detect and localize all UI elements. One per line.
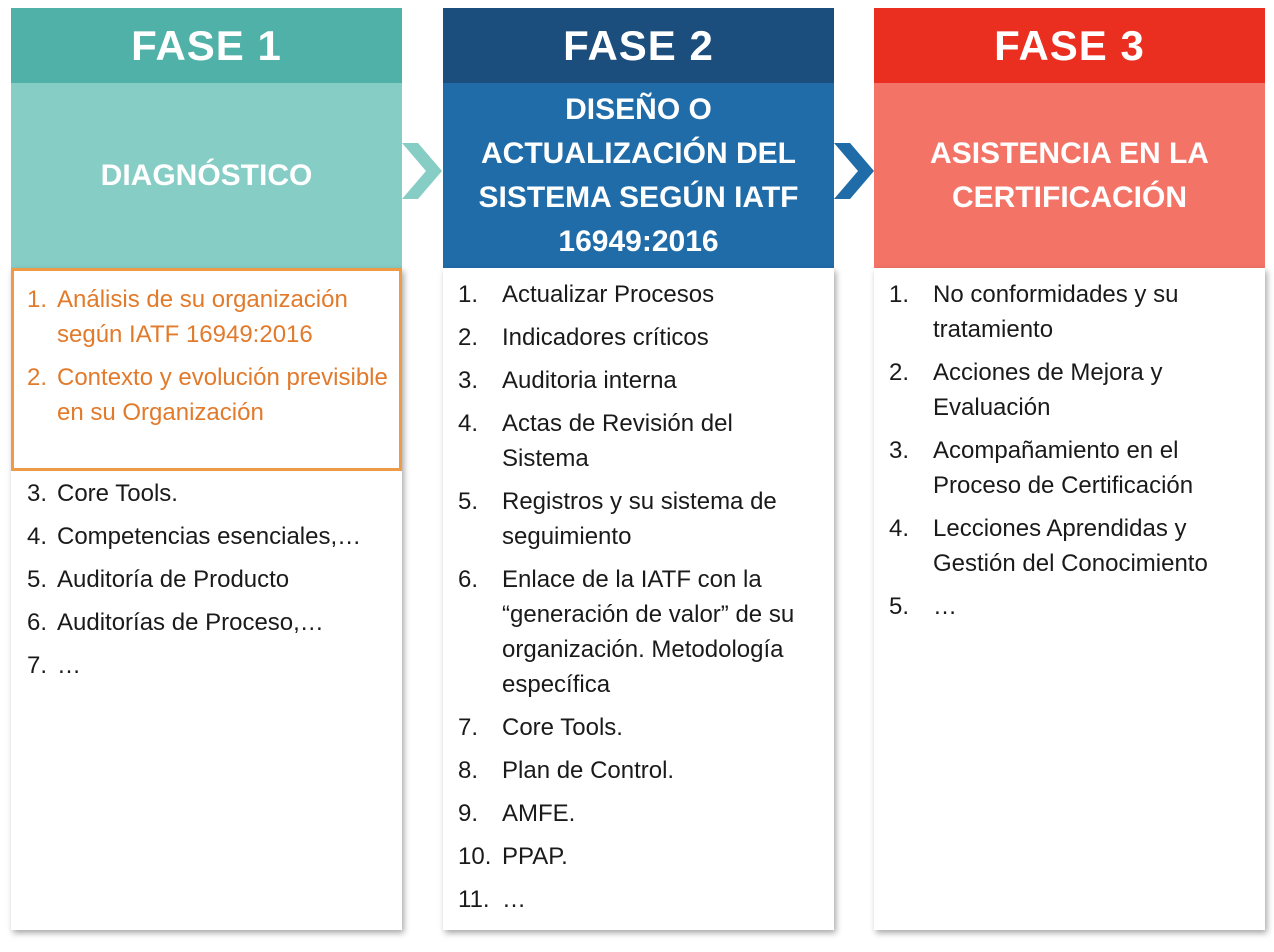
item-number: 3.	[889, 437, 910, 464]
item-text: Auditoría de Producto	[57, 566, 290, 593]
item-text: Registros y su sistema de seguimiento	[502, 488, 777, 550]
item-number: 5.	[889, 593, 910, 620]
item-text: Acciones de Mejora y Evaluación	[933, 359, 1163, 421]
item-number: 1.	[889, 281, 910, 308]
list-item	[27, 605, 392, 640]
list-item	[889, 589, 1251, 624]
list-item	[458, 882, 820, 917]
item-text: AMFE.	[502, 800, 576, 827]
list-item	[889, 277, 1251, 347]
item-text: Core Tools.	[502, 714, 623, 741]
chevron-right-icon	[834, 143, 874, 199]
item-number: 7.	[458, 714, 479, 741]
item-number: 2.	[458, 324, 479, 351]
chevron-right-icon	[402, 143, 442, 199]
phase-1-column	[11, 8, 402, 930]
item-text: Análisis de su organización según IATF 16949:2016	[57, 286, 348, 348]
arrow-1-shape	[402, 143, 442, 199]
item-number: 7.	[27, 652, 48, 679]
item-text: Core Tools.	[57, 480, 178, 507]
phase-2-title: FASE 2	[443, 8, 834, 83]
phase-3-column	[874, 8, 1265, 930]
phase-1-title: FASE 1	[11, 8, 402, 83]
list-item	[458, 277, 820, 312]
list-item	[27, 476, 392, 511]
item-number: 4.	[458, 410, 479, 437]
phase-3-title: FASE 3	[874, 8, 1265, 83]
item-text: Plan de Control.	[502, 757, 675, 784]
item-number: 8.	[458, 757, 479, 784]
list-item	[458, 320, 820, 355]
item-number: 1.	[27, 286, 48, 313]
item-number: 9.	[458, 800, 479, 827]
list-item	[27, 519, 392, 554]
item-number: 3.	[458, 367, 479, 394]
arrow-2-shape	[834, 143, 874, 199]
item-number: 4.	[27, 523, 48, 550]
item-text: Contexto y evolución previsible en su Organización	[57, 364, 388, 426]
phase-3-list-panel	[874, 268, 1265, 930]
phase-2-subtitle: DISEÑO O ACTUALIZACIÓN DEL SISTEMA SEGÚN IATF 16949:2016	[443, 83, 834, 268]
list-item	[458, 363, 820, 398]
item-text: PPAP.	[502, 843, 568, 870]
item-text: Indicadores críticos	[502, 324, 709, 351]
phase-1-list-panel	[11, 268, 402, 930]
item-text: Competencias esenciales,…	[57, 523, 362, 550]
list-item	[889, 355, 1251, 425]
list-item	[458, 406, 820, 476]
list-item	[458, 839, 820, 874]
item-number: 11.	[458, 886, 490, 913]
list-item	[458, 753, 820, 788]
item-text: Actualizar Procesos	[502, 281, 715, 308]
item-text: Auditorías de Proceso,…	[57, 609, 324, 636]
item-text: …	[502, 886, 526, 913]
phase-1-subtitle: DIAGNÓSTICO	[11, 83, 402, 268]
list-item	[27, 648, 392, 683]
list-item	[27, 562, 392, 597]
item-number: 6.	[458, 566, 479, 593]
list-item	[458, 796, 820, 831]
item-number: 4.	[889, 515, 910, 542]
item-number: 10.	[458, 843, 492, 870]
list-item	[889, 511, 1251, 581]
item-number: 5.	[458, 488, 479, 515]
item-text: Lecciones Aprendidas y Gestión del Conocimiento	[933, 515, 1208, 577]
item-text: Actas de Revisión del Sistema	[502, 410, 733, 472]
list-item	[27, 360, 393, 430]
item-number: 1.	[458, 281, 479, 308]
item-text: Acompañamiento en el Proceso de Certificación	[933, 437, 1194, 499]
phase-1-highlight-box	[11, 268, 402, 471]
list-item	[458, 710, 820, 745]
item-text: …	[933, 593, 957, 620]
phase-2-list-panel	[443, 268, 834, 930]
item-text: Enlace de la IATF con la “generación de valor” de su organización. Metodología específica	[502, 566, 795, 698]
item-number: 6.	[27, 609, 48, 636]
item-number: 3.	[27, 480, 48, 507]
list-item	[27, 282, 393, 352]
list-item	[458, 562, 820, 702]
phase-3-subtitle: ASISTENCIA EN LA CERTIFICACIÓN	[874, 83, 1265, 268]
item-text: No conformidades y su tratamiento	[933, 281, 1179, 343]
item-number: 5.	[27, 566, 48, 593]
list-item	[889, 433, 1251, 503]
list-item	[458, 484, 820, 554]
phase-2-column	[443, 8, 834, 930]
item-text: …	[57, 652, 81, 679]
item-number: 2.	[889, 359, 910, 386]
item-number: 2.	[27, 364, 48, 391]
item-text: Auditoria interna	[502, 367, 677, 394]
